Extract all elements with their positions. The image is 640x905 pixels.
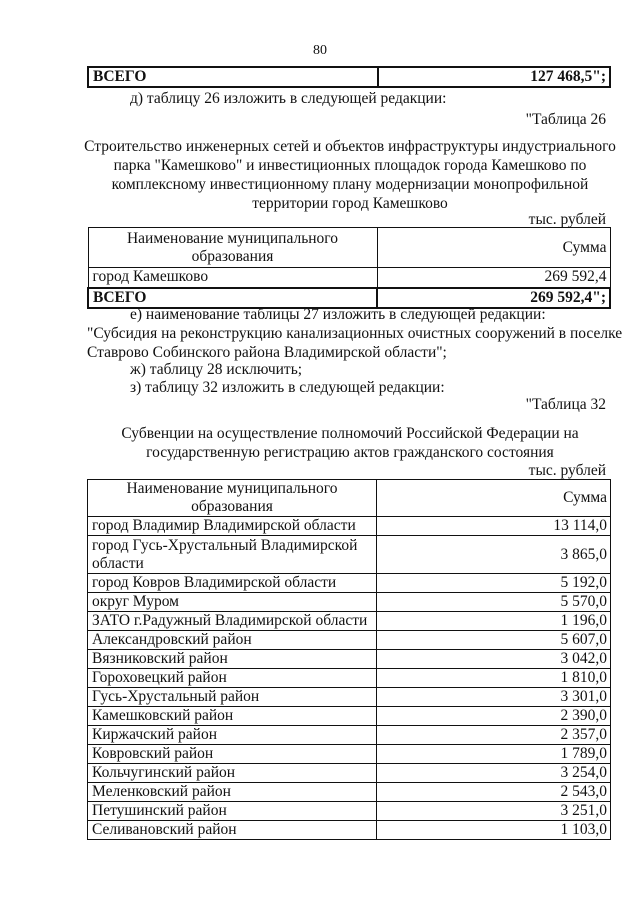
table26-col1-header: Наименование муниципального образования xyxy=(88,228,377,268)
row-value: 3 865,0 xyxy=(377,536,611,574)
table32-col2-header: Сумма xyxy=(377,480,611,517)
table26-units: тыс. рублей xyxy=(528,211,606,228)
table-row xyxy=(88,268,610,288)
row-name: ЗАТО г.Радужный Владимирской области xyxy=(88,612,377,631)
table-row xyxy=(88,783,611,802)
item-z: з) таблицу 32 изложить в следующей редакции: xyxy=(130,379,445,396)
row-name: город Гусь-Хрустальный Владимирской области xyxy=(88,536,377,574)
row-value: 1 196,0 xyxy=(377,612,611,631)
item-e-quote-1: "Субсидия на реконструкцию канализационных очистных сооружений в поселке xyxy=(87,325,623,342)
table-row xyxy=(88,688,611,707)
table26-title: Строительство инженерных сетей и объектов инфраструктуры индустриального парка "Камешково" и инвестиционных площадок города Камешково по комплексному инвестиционному плану модернизации монопрофильной территории город Камешково xyxy=(84,138,616,212)
table32 xyxy=(87,479,611,840)
table-row xyxy=(88,707,611,726)
row-value: 1 810,0 xyxy=(377,669,611,688)
row-value: 2 390,0 xyxy=(377,707,611,726)
table26-total-value: 269 592,4"; xyxy=(377,288,610,308)
row-name: Гусь-Хрустальный район xyxy=(88,688,377,707)
row-name: округ Муром xyxy=(88,593,377,612)
row-value: 5 192,0 xyxy=(377,574,611,593)
item-d: д) таблицу 26 изложить в следующей редакции: xyxy=(130,90,447,107)
item-zh: ж) таблицу 28 исключить; xyxy=(130,361,303,378)
row-value: 1 789,0 xyxy=(377,745,611,764)
row-name: город Владимир Владимирской области xyxy=(88,517,377,536)
row-value: 269 592,4 xyxy=(377,268,610,288)
row-name: Ковровский район xyxy=(88,745,377,764)
table-row xyxy=(88,612,611,631)
row-name: город Камешково xyxy=(88,268,377,288)
table-row xyxy=(88,821,611,840)
table-row xyxy=(88,536,611,574)
row-value: 2 357,0 xyxy=(377,726,611,745)
top-total-value: 127 468,5"; xyxy=(378,67,610,87)
item-e-quote-2: Ставрово Собинского района Владимирской области"; xyxy=(87,344,447,361)
table32-label: "Таблица 32 xyxy=(525,396,606,413)
row-name: город Ковров Владимирской области xyxy=(88,574,377,593)
page-number: 80 xyxy=(313,43,327,58)
table-row xyxy=(88,802,611,821)
table-row xyxy=(88,726,611,745)
row-name: Вязниковский район xyxy=(88,650,377,669)
top-total-label: ВСЕГО xyxy=(88,67,378,87)
row-name: Гороховецкий район xyxy=(88,669,377,688)
table-row xyxy=(88,574,611,593)
table32-col1-header: Наименование муниципального образования xyxy=(88,480,377,517)
table32-title: Субвенции на осуществление полномочий Российской Федерации на государственную регистрацию актов гражданского состояния xyxy=(121,425,579,461)
row-name: Кольчугинский район xyxy=(88,764,377,783)
row-name: Александровский район xyxy=(88,631,377,650)
row-value: 3 301,0 xyxy=(377,688,611,707)
row-value: 2 543,0 xyxy=(377,783,611,802)
table26-col2-header: Сумма xyxy=(377,228,610,268)
table-row xyxy=(88,631,611,650)
table-row xyxy=(88,650,611,669)
row-name: Селивановский район xyxy=(88,821,377,840)
row-value: 13 114,0 xyxy=(377,517,611,536)
table26-total-label: ВСЕГО xyxy=(88,288,377,308)
row-value: 1 103,0 xyxy=(377,821,611,840)
table-row xyxy=(88,669,611,688)
row-name: Киржачский район xyxy=(88,726,377,745)
table-row xyxy=(88,764,611,783)
row-name: Меленковский район xyxy=(88,783,377,802)
table26-label: "Таблица 26 xyxy=(525,111,606,128)
table-row xyxy=(88,517,611,536)
row-name: Петушинский район xyxy=(88,802,377,821)
row-value: 3 251,0 xyxy=(377,802,611,821)
row-name: Камешковский район xyxy=(88,707,377,726)
row-value: 3 042,0 xyxy=(377,650,611,669)
row-value: 3 254,0 xyxy=(377,764,611,783)
row-value: 5 607,0 xyxy=(377,631,611,650)
table26-total-row xyxy=(88,288,610,308)
item-e: е) наименование таблицы 27 изложить в следующей редакции: xyxy=(130,306,546,323)
table26 xyxy=(87,227,611,309)
table-row xyxy=(88,745,611,764)
top-total-table xyxy=(87,66,611,88)
table32-units: тыс. рублей xyxy=(528,462,606,479)
row-value: 5 570,0 xyxy=(377,593,611,612)
table-row xyxy=(88,593,611,612)
